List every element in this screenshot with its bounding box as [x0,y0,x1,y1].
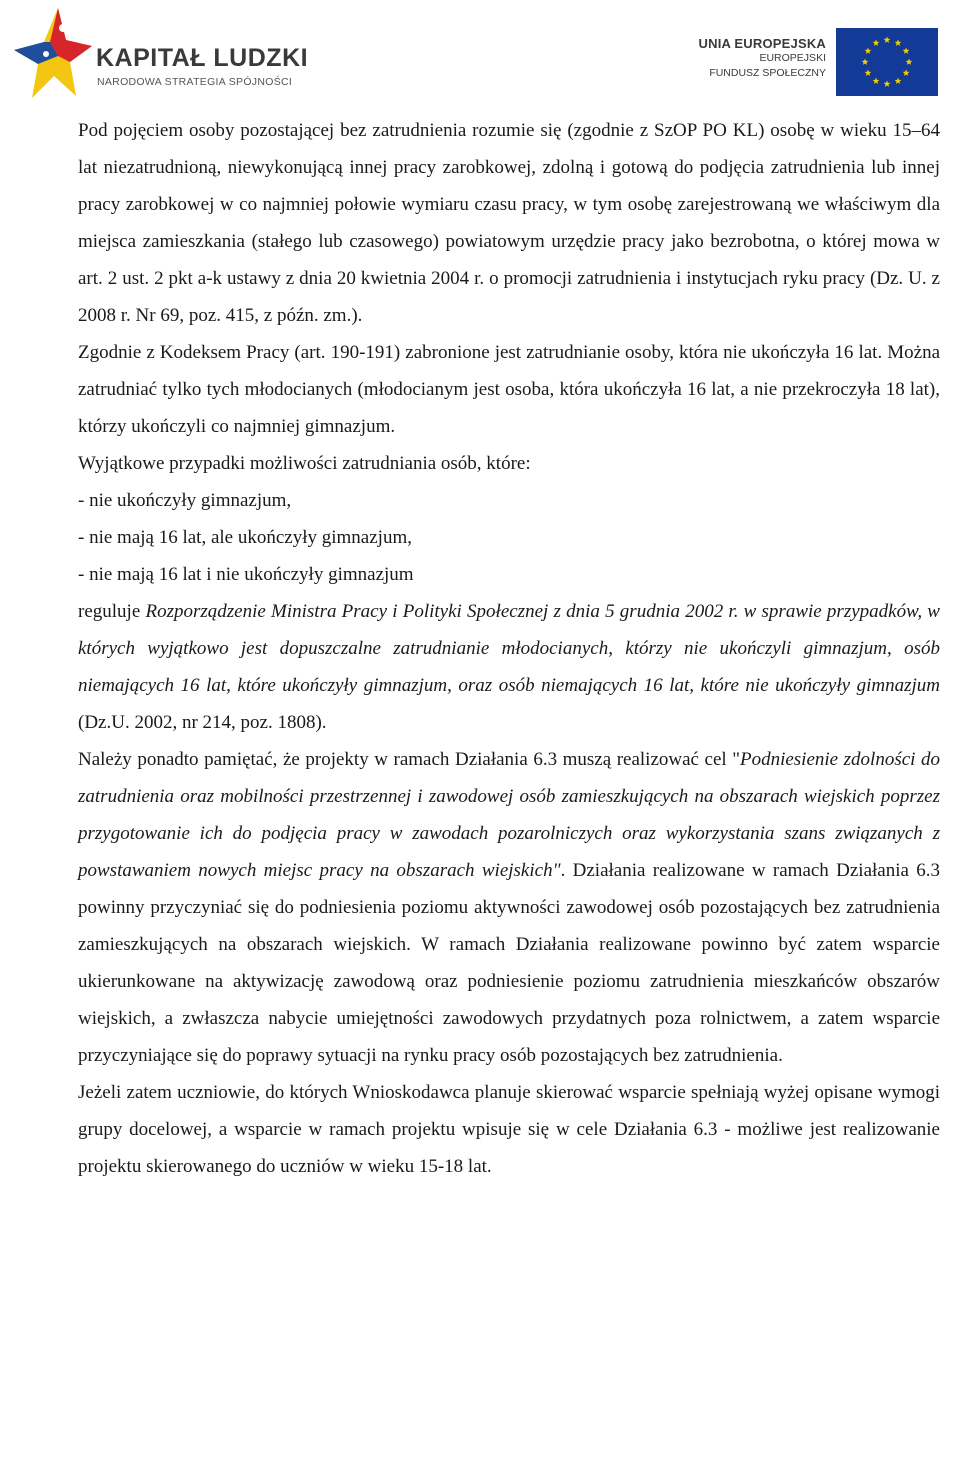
paragraph-labour-code: Zgodnie z Kodeksem Pracy (art. 190-191) zabronione jest zatrudnianie osoby, która nie ukończyła 16 lat. Można zatrudniać tylko tych młodocianych (młodocianym jest osoba, która ukończyła 16 lat, a nie przekroczyła 18 lat), którzy ukończyli co najmniej gimnazjum. [78,342,940,437]
kapital-ludzki-logo [6,6,309,106]
paragraph-students: Jeżeli zatem uczniowie, do których Wnioskodawca planuje skierować wsparcie spełniają wyżej opisane wymogi grupy docelowej, a wsparcie w ramach projektu wpisuje się w cele Działania 6.3 - możliwe jest realizowanie projektu skierowanego do uczniów w wieku 15-18 lat. [78,1082,940,1177]
paragraph-exceptions-intro: Wyjątkowe przypadki możliwości zatrudniania osób, które: [78,453,531,474]
eu-logo-text [699,36,826,81]
page-header [0,0,960,110]
eu-flag-icon [836,28,938,96]
action-goal: Podniesienie zdolności do zatrudnienia oraz mobilności przestrzennej i zawodowej osób zamieszkujących na obszarach wiejskich poprzez przygotowanie ich do podjęcia pracy w zawodach pozarolniczych oraz wykorzystania szans związanych z powstawaniem nowych miejsc pracy na obszarach wiejskich" [78,749,940,881]
list-item: - nie mają 16 lat i nie ukończyły gimnazjum [78,564,414,585]
eu-line-2: EUROPEJSKI [759,52,826,64]
regulation-title: Rozporządzenie Ministra Pracy i Polityki Społecznej z dnia 5 grudnia 2002 r. w sprawie przypadków, w których wyjątkowo jest dopuszczalne zatrudnianie młodocianych, którzy nie ukończyli gimnazjum, osób niemających 16 lat, które ukończyły gimnazjum, oraz osób niemających 16 lat, które nie ukończyły gimnazjum [78,601,940,696]
kapital-ludzki-subtitle: NARODOWA STRATEGIA SPÓJNOŚCI [97,76,293,88]
regulation-citation: (Dz.U. 2002, nr 214, poz. 1808). [78,712,327,733]
paragraph-unemployed-definition: Pod pojęciem osoby pozostającej bez zatrudnienia rozumie się (zgodnie z SzOP PO KL) osobę w wieku 15–64 lat niezatrudnioną, niewykonującą innej pracy zarobkowej, zdolną i gotową do podjęcia zatrudnienia lub innej pracy zarobkowej w co najmniej połowie wymiaru czasu pracy, w tym osobę zarejestrowaną we właściwym dla miejsca zamieszkania (stałego lub czasowego) powiatowym urzędzie pracy jako bezrobotna, o której mowa w art. 2 ust. 2 pkt a-k ustawy z dnia 20 kwietnia 2004 r. o promocji zatrudnienia i instytucjach ryku pracy (Dz. U. z 2008 r. Nr 69, poz. 415, z późn. zm.). [78,120,940,326]
action-description: . Działania realizowane w ramach Działania 6.3 powinny przyczyniać się do podniesienia poziomu aktywności zawodowej osób pozostających bez zatrudnienia zamieszkujących na obszarach wiejskich. W ramach Działania realizowane powinno być zatem wsparcie ukierunkowane na aktywizację zawodową oraz podniesienie poziomu zatrudnienia mieszkańców obszarów wiejskich, a zwłaszcza nabycie umiejętności zawodowych przydatnych poza rolnictwem, a zatem wsparcie przyczyniające się do poprawy sytuacji na rynku pracy osób pozostających bez zatrudnienia. [78,860,941,1066]
action-lead: Należy ponadto pamiętać, że projekty w ramach Działania 6.3 muszą realizować cel " [78,749,740,770]
kapital-ludzki-title: KAPITAŁ LUDZKI [96,44,309,72]
eu-line-1: UNIA EUROPEJSKA [698,36,826,51]
list-item: - nie mają 16 lat, ale ukończyły gimnazjum, [78,527,412,548]
paragraph-regulation [78,593,940,741]
regulation-lead: reguluje [78,601,146,622]
document-body [78,112,940,1185]
list-item: - nie ukończyły gimnazjum, [78,490,292,511]
kapital-ludzki-star-icon [6,6,94,106]
eu-line-3: FUNDUSZ SPOŁECZNY [709,67,826,79]
paragraph-action-6-3 [78,741,940,1074]
